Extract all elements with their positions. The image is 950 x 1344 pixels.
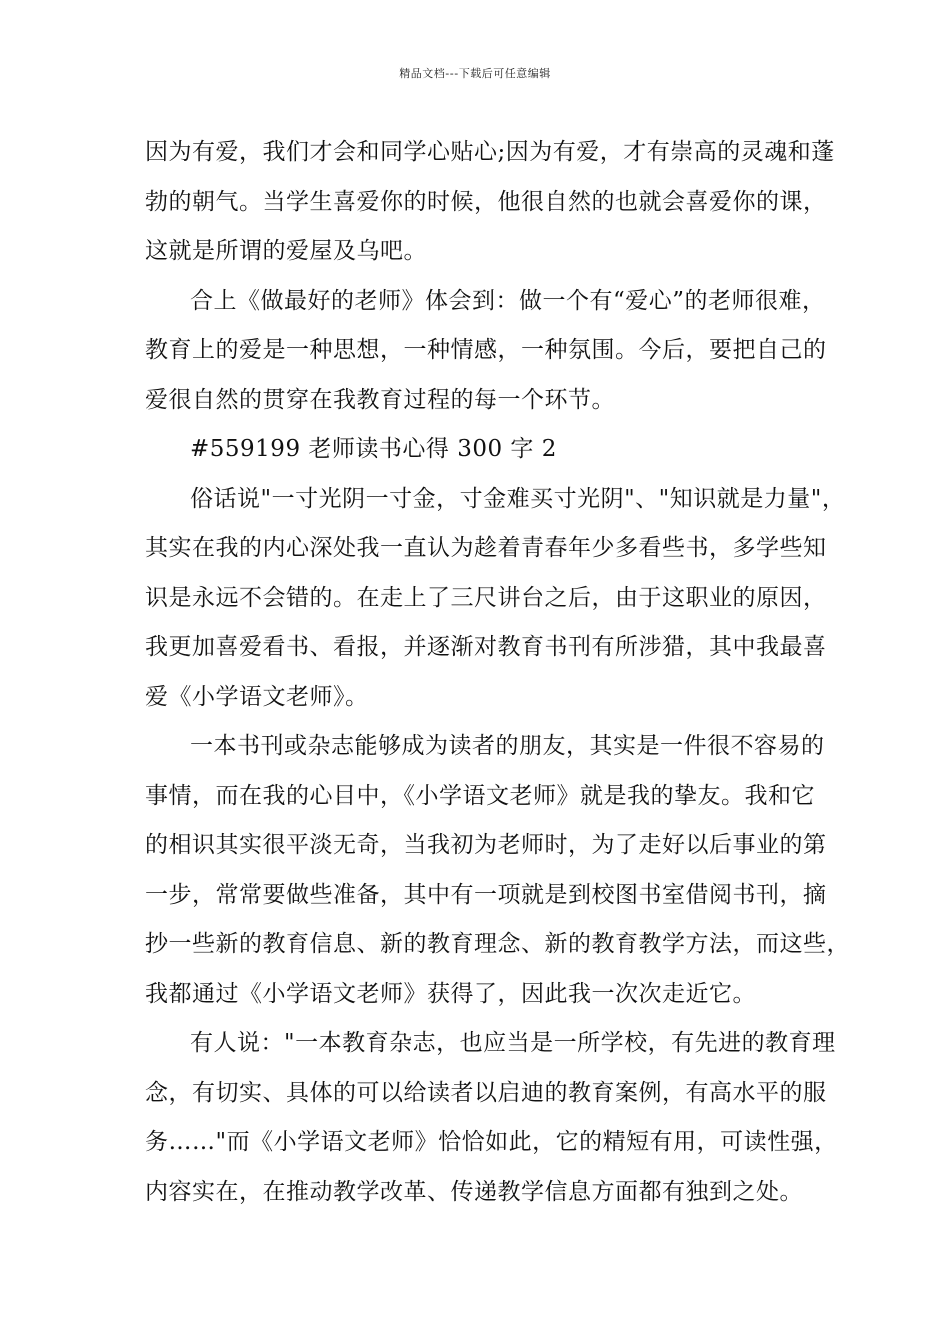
section-heading: #559199 老师读书心得 300 字 2 — [190, 436, 557, 462]
text-line: 教育上的爱是一种思想，一种情感，一种氛围。今后，要把自己的 — [145, 337, 827, 363]
text-line: 事情，而在我的心目中，《小学语文老师》就是我的挚友。我和它 — [145, 782, 815, 809]
paragraph-start-line: 一本书刊或杂志能够成为读者的朋友，其实是一件很不容易的 — [190, 733, 825, 759]
text-line: 勃的朝气。当学生喜爱你的时候，他很自然的也就会喜爱你的课， — [145, 188, 827, 215]
text-line: 其实在我的内心深处我一直认为趁着青春年少多看些书，多学些知 — [145, 535, 827, 561]
text-line: 务……"而《小学语文老师》恰恰如此，它的精短有用，可读性强， — [145, 1129, 838, 1155]
text-line: 因为有爱，我们才会和同学心贴心;因为有爱，才有崇高的灵魂和蓬 — [145, 139, 835, 165]
text-line: 我都通过《小学语文老师》获得了，因此我一次次走近它。 — [145, 980, 756, 1007]
text-line: 的相识其实很平淡无奇，当我初为老师时，为了走好以后事业的第 — [145, 832, 827, 858]
document-body — [145, 128, 850, 1217]
text-line: 爱很自然的贯穿在我教育过程的每一个环节。 — [145, 386, 615, 413]
text-line: 一步，常常要做些准备，其中有一项就是到校图书室借阅书刊，摘 — [145, 881, 827, 908]
text-line: 爱《小学语文老师》。 — [145, 683, 369, 710]
text-line: 念，有切实、具体的可以给读者以启迪的教育案例，有高水平的服 — [145, 1079, 827, 1106]
text-line: 识是永远不会错的。在走上了三尺讲台之后，由于这职业的原因， — [145, 584, 827, 611]
text-line: 我更加喜爱看书、看报，并逐渐对教育书刊有所涉猎，其中我最喜 — [145, 634, 827, 660]
paragraph-start-line: 有人说："一本教育杂志，也应当是一所学校，有先进的教育理 — [190, 1030, 836, 1056]
page-header: 精品文档---下载后可任意编辑 — [399, 67, 551, 80]
text-line: 内容实在，在推动教学改革、传递教学信息方面都有独到之处。 — [145, 1178, 803, 1205]
paragraph-start-line: 合上《做最好的老师》体会到：做一个有“爱心”的老师很难， — [190, 287, 826, 314]
text-line: 这就是所谓的爱屋及乌吧。 — [145, 238, 427, 264]
text-line: 抄一些新的教育信息、新的教育理念、新的教育教学方法，而这些， — [145, 931, 850, 957]
paragraph-start-line: 俗话说"一寸光阴一寸金，寸金难买寸光阴"、"知识就是力量"， — [190, 485, 846, 512]
